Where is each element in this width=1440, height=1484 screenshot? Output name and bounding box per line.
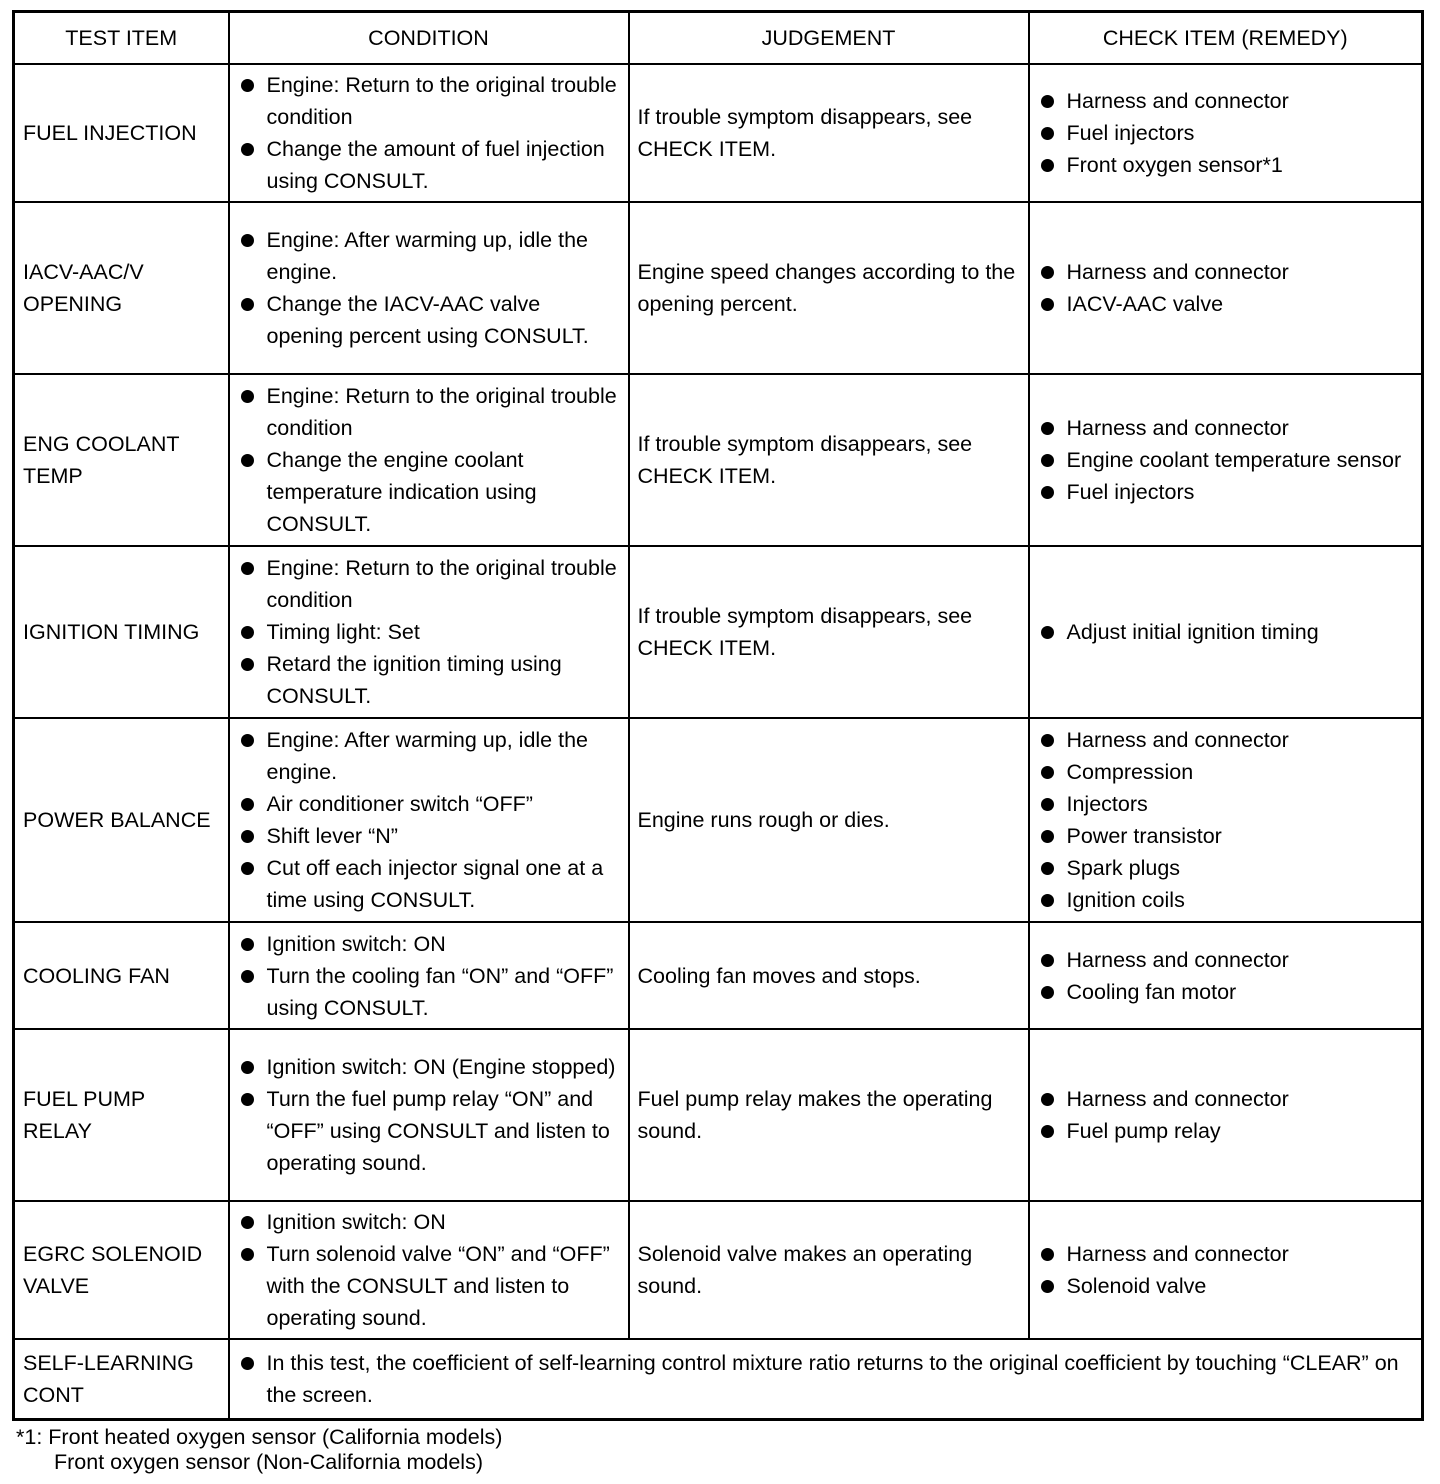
condition-cell xyxy=(229,1201,629,1339)
judgement-cell: If trouble symptom disappears, see CHECK ITEM. xyxy=(629,64,1029,202)
condition-bullet: Engine: Return to the original trouble condition xyxy=(238,552,620,616)
check-bullet: Harness and connector xyxy=(1038,944,1414,976)
table-row xyxy=(14,1201,1423,1339)
condition-bullet: Ignition switch: ON xyxy=(238,928,620,960)
check-bullet: Engine coolant temperature sensor xyxy=(1038,444,1414,476)
condition-bullet: Ignition switch: ON (Engine stopped) xyxy=(238,1051,620,1083)
condition-cell xyxy=(229,922,629,1029)
judgement-cell: Fuel pump relay makes the operating sound. xyxy=(629,1029,1029,1201)
condition-bullet: Engine: Return to the original trouble condition xyxy=(238,380,620,444)
check-item-cell xyxy=(1029,922,1423,1029)
condition-cell xyxy=(229,718,629,922)
condition-bullet: Change the amount of fuel injection using CONSULT. xyxy=(238,133,620,197)
check-item-cell xyxy=(1029,64,1423,202)
condition-bullet: Ignition switch: ON xyxy=(238,1206,620,1238)
check-item-cell xyxy=(1029,202,1423,374)
judgement-cell: Solenoid valve makes an operating sound. xyxy=(629,1201,1029,1339)
condition-bullet: Engine: After warming up, idle the engine. xyxy=(238,724,620,788)
condition-cell xyxy=(229,202,629,374)
condition-bullet: Cut off each injector signal one at a time using CONSULT. xyxy=(238,852,620,916)
condition-bullet: Change the IACV-AAC valve opening percent using CONSULT. xyxy=(238,288,620,352)
table-row xyxy=(14,374,1423,546)
test-item-cell: EGRC SOLENOID VALVE xyxy=(14,1201,229,1339)
check-bullet: Harness and connector xyxy=(1038,85,1414,117)
footnote-line-2: Front oxygen sensor (Non-California models) xyxy=(54,1450,483,1474)
condition-cell xyxy=(229,374,629,546)
table-row xyxy=(14,1029,1423,1201)
table-row xyxy=(14,1339,1423,1419)
condition-bullet: Timing light: Set xyxy=(238,616,620,648)
check-bullet: Fuel injectors xyxy=(1038,117,1414,149)
condition-cell xyxy=(229,1029,629,1201)
check-bullet: Fuel pump relay xyxy=(1038,1115,1414,1147)
test-item-cell: FUEL INJECTION xyxy=(14,64,229,202)
check-bullet: Fuel injectors xyxy=(1038,476,1414,508)
footnote-line-1: *1: Front heated oxygen sensor (California models) xyxy=(16,1425,503,1449)
header-test-item: TEST ITEM xyxy=(14,12,229,65)
table-row xyxy=(14,546,1423,718)
check-bullet: Harness and connector xyxy=(1038,1238,1414,1270)
table-row xyxy=(14,718,1423,922)
judgement-cell: Engine speed changes according to the opening percent. xyxy=(629,202,1029,374)
table-row xyxy=(14,64,1423,202)
test-item-cell: IGNITION TIMING xyxy=(14,546,229,718)
check-item-cell xyxy=(1029,718,1423,922)
check-item-cell xyxy=(1029,546,1423,718)
test-item-cell: SELF-LEARNING CONT xyxy=(14,1339,229,1419)
table-row xyxy=(14,202,1423,374)
check-bullet: Ignition coils xyxy=(1038,884,1414,916)
condition-bullet: Change the engine coolant temperature indication using CONSULT. xyxy=(238,444,620,540)
test-item-cell: IACV-AAC/V OPENING xyxy=(14,202,229,374)
judgement-cell: If trouble symptom disappears, see CHECK ITEM. xyxy=(629,546,1029,718)
footnote xyxy=(16,1425,502,1475)
condition-cell xyxy=(229,64,629,202)
check-item-cell xyxy=(1029,1029,1423,1201)
header-condition: CONDITION xyxy=(229,12,629,65)
check-item-cell xyxy=(1029,374,1423,546)
header-check-item: CHECK ITEM (REMEDY) xyxy=(1029,12,1423,65)
check-bullet: IACV-AAC valve xyxy=(1038,288,1414,320)
check-bullet: Power transistor xyxy=(1038,820,1414,852)
check-bullet: Cooling fan motor xyxy=(1038,976,1414,1008)
self-learning-note: In this test, the coefficient of self-learning control mixture ratio returns to the original coefficient by touching “CLEAR” on the screen. xyxy=(238,1347,1414,1411)
condition-bullet: Engine: After warming up, idle the engine. xyxy=(238,224,620,288)
check-item-cell xyxy=(1029,1201,1423,1339)
test-item-cell: FUEL PUMP RELAY xyxy=(14,1029,229,1201)
self-learning-note-cell xyxy=(229,1339,1423,1419)
check-bullet: Harness and connector xyxy=(1038,1083,1414,1115)
test-item-cell: ENG COOLANT TEMP xyxy=(14,374,229,546)
condition-bullet: Turn the fuel pump relay “ON” and “OFF” using CONSULT and listen to operating sound. xyxy=(238,1083,620,1179)
check-bullet: Harness and connector xyxy=(1038,256,1414,288)
condition-cell xyxy=(229,546,629,718)
check-bullet: Harness and connector xyxy=(1038,412,1414,444)
check-bullet: Injectors xyxy=(1038,788,1414,820)
test-item-cell: POWER BALANCE xyxy=(14,718,229,922)
header-judgement: JUDGEMENT xyxy=(629,12,1029,65)
header-row xyxy=(14,12,1423,65)
condition-bullet: Turn solenoid valve “ON” and “OFF” with the CONSULT and listen to operating sound. xyxy=(238,1238,620,1334)
condition-bullet: Retard the ignition timing using CONSULT. xyxy=(238,648,620,712)
condition-bullet: Engine: Return to the original trouble condition xyxy=(238,69,620,133)
check-bullet: Compression xyxy=(1038,756,1414,788)
judgement-cell: Cooling fan moves and stops. xyxy=(629,922,1029,1029)
check-bullet: Spark plugs xyxy=(1038,852,1414,884)
diagnostic-test-table xyxy=(12,10,1424,1421)
check-bullet: Adjust initial ignition timing xyxy=(1038,616,1414,648)
check-bullet: Solenoid valve xyxy=(1038,1270,1414,1302)
check-bullet: Front oxygen sensor*1 xyxy=(1038,149,1414,181)
check-bullet: Harness and connector xyxy=(1038,724,1414,756)
condition-bullet: Turn the cooling fan “ON” and “OFF” using CONSULT. xyxy=(238,960,620,1024)
test-item-cell: COOLING FAN xyxy=(14,922,229,1029)
judgement-cell: If trouble symptom disappears, see CHECK ITEM. xyxy=(629,374,1029,546)
condition-bullet: Shift lever “N” xyxy=(238,820,620,852)
judgement-cell: Engine runs rough or dies. xyxy=(629,718,1029,922)
table-row xyxy=(14,922,1423,1029)
condition-bullet: Air conditioner switch “OFF” xyxy=(238,788,620,820)
